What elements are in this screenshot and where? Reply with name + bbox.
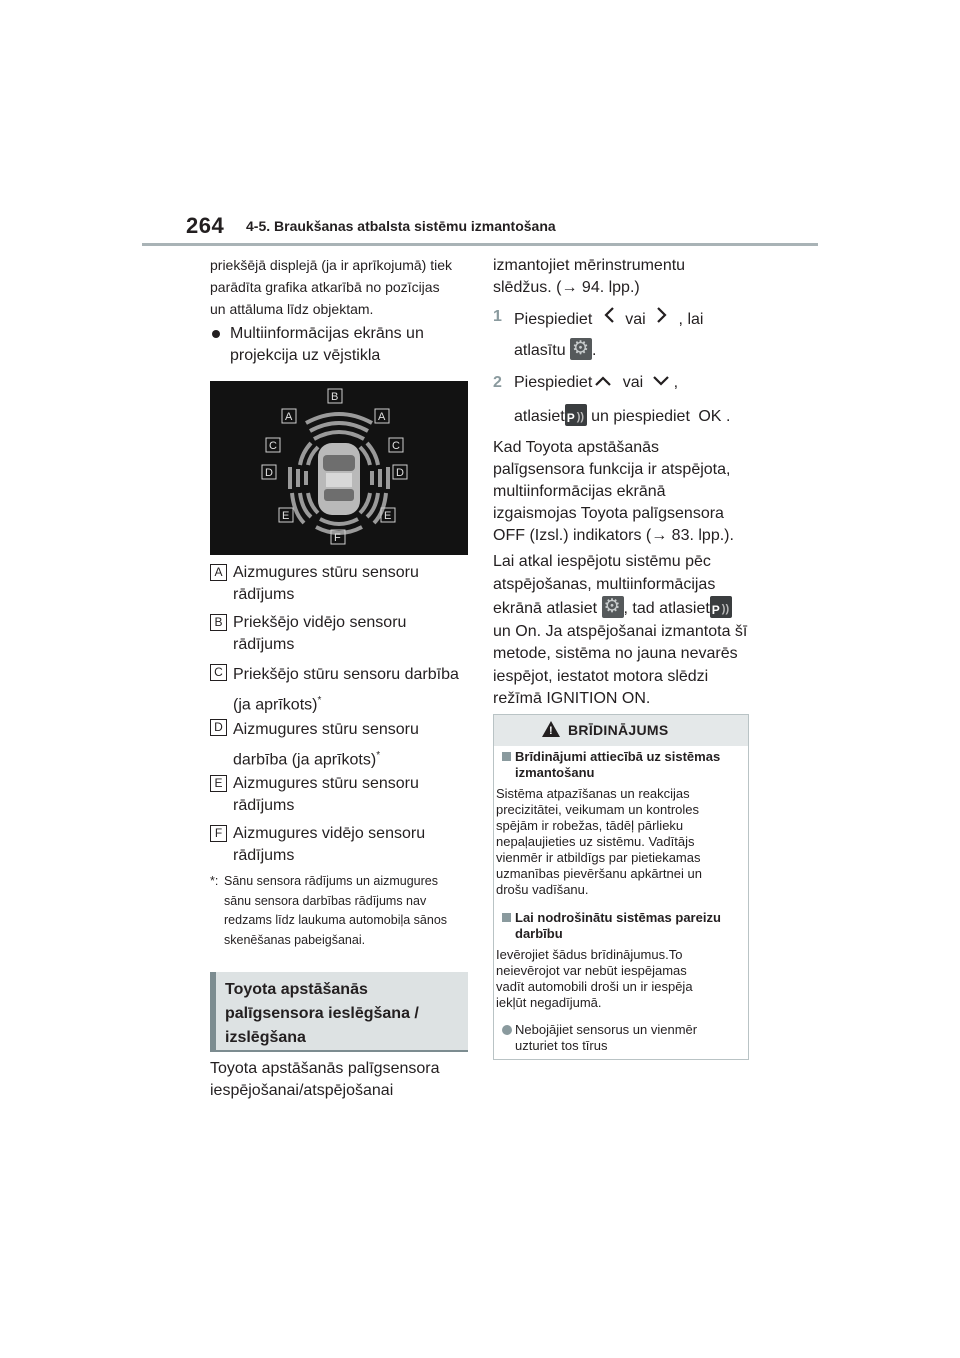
subheading-line: izslēgšana <box>225 1029 306 1046</box>
body-line: Toyota apstāšanās palīgsensora <box>210 1060 440 1077</box>
front-arc-1 <box>314 432 364 439</box>
label-c-left: C <box>269 440 277 452</box>
body-line: un On. Ja atspējošanai izmantota šī <box>493 622 748 640</box>
body-line: OFF (Izsl.) indikators (→ 83. lpp.). <box>493 527 734 544</box>
subheading-line: palīgsensora ieslēgšana / <box>225 1005 419 1022</box>
paragraph-reenable <box>493 551 751 711</box>
body-line: slēdžus. (→ 94. lpp.) <box>493 279 640 296</box>
section-subheading <box>210 972 468 1050</box>
body-line: , tad atlasiet <box>623 600 710 617</box>
warning-line: uzturiet tos tīrus <box>515 1038 608 1053</box>
subheading-rule <box>210 1050 468 1052</box>
chevron-down-icon <box>652 372 670 394</box>
body-line: Kad Toyota apstāšanās <box>493 439 660 456</box>
legend-badge: B <box>210 614 227 631</box>
step-1 <box>493 306 751 362</box>
body-line: izmantojiet mērinstrumentu <box>493 257 686 274</box>
legend-line: rādījums <box>233 636 295 653</box>
warning-heading-line: darbību <box>515 926 563 941</box>
footnote-star: * <box>317 695 322 706</box>
legend-line: Priekšējo stūru sensoru darbība <box>233 666 459 683</box>
body-line: iespējot, iestatot motora slēdzi <box>493 667 709 685</box>
footnote-line: sānu sensora darbības rādījums nav <box>224 893 427 908</box>
step-text: atlasiet <box>514 408 565 425</box>
warning-line: nepaļaujieties uz sistēmu. Vadītājs <box>496 834 695 849</box>
warning-paragraph-1 <box>496 786 736 898</box>
label-e-left: E <box>282 510 290 522</box>
bullet-line: Multiinformācijas ekrāns un <box>230 325 424 342</box>
warning-line: Nebojājiet sensorus un vienmēr <box>515 1022 698 1037</box>
body-line: ekrānā atlasiet <box>493 600 598 617</box>
legend-badge: D <box>210 719 227 736</box>
intro-line: parādīta grafika atkarībā no pozīcijas <box>210 279 440 295</box>
body-line: atspējošanas, multiinformācijas <box>493 575 716 593</box>
step-2 <box>493 372 751 428</box>
legend-badge: F <box>210 825 227 842</box>
footnote-line: redzams līdz laukuma automobiļa sānos <box>224 913 448 927</box>
intro-line: un attāluma līdz objektam. <box>210 301 374 317</box>
legend-badge: A <box>210 564 227 581</box>
step-text: . <box>592 342 597 359</box>
step-text: un piespiediet <box>591 408 690 425</box>
footnote-star: * <box>376 750 381 761</box>
label-a-left: A <box>285 411 293 423</box>
body-line: režīmā IGNITION ON. <box>493 690 651 707</box>
body-line: metode, sistēma no jauna nevarēs <box>493 645 738 662</box>
rear-arc-1 <box>320 519 358 524</box>
paragraph-disabled <box>493 437 751 547</box>
rear-right-arc-1 <box>360 493 370 513</box>
step-text: Piespiediet <box>514 374 593 391</box>
settings-gear-icon: ⚙ <box>570 338 592 360</box>
bullet-dot-icon <box>212 330 220 338</box>
step-text: vai <box>622 374 644 391</box>
sensor-diagram <box>210 381 468 555</box>
bullet-item <box>212 323 472 367</box>
front-right-arc-1 <box>360 447 370 465</box>
front-arc-2 <box>310 423 368 431</box>
label-d-right: D <box>396 467 404 479</box>
legend-line: darbība (ja aprīkots) <box>233 751 377 769</box>
legend-badge: C <box>210 664 227 681</box>
parking-assist-icon: P )) <box>710 596 732 618</box>
label-e-right: E <box>384 510 392 522</box>
legend-line: rādījums <box>233 797 295 814</box>
right-intro <box>493 255 751 299</box>
warning-line: spējām ir robežas, tādēļ pārlieku <box>496 818 684 833</box>
body-line: Lai atkal iespējotu sistēmu pēc <box>493 553 711 570</box>
warning-line: vadīt automobili droši un ir iespēja <box>496 979 693 994</box>
front-left-arc-1 <box>308 447 318 465</box>
body-line: multiinformācijas ekrānā <box>493 483 666 500</box>
step-text: Piespiediet <box>514 311 593 328</box>
legend-line: (ja aprīkots) <box>233 696 318 714</box>
page-number: 264 <box>186 213 225 238</box>
warning-line: precizitātei, veikumam un kontroles <box>496 802 700 817</box>
parking-assist-icon: P )) <box>565 404 587 426</box>
warning-line: vienmēr ir atbildīgs par pietiekamas <box>496 850 701 865</box>
legend-badge: E <box>210 775 227 792</box>
step-text: , <box>673 374 679 391</box>
footnote-line: skenēšanas pabeigšanai. <box>224 932 366 947</box>
header-rule <box>142 243 818 246</box>
body-line: iespējošanai/atspējošanai <box>210 1082 394 1099</box>
chevron-up-icon <box>594 372 612 394</box>
step-text: atlasītu <box>514 342 566 359</box>
car-icon <box>318 443 360 515</box>
footnote-line: Sānu sensora rādījums un aizmugures <box>224 874 439 888</box>
chevron-left-icon <box>603 306 615 331</box>
body-line: palīgsensora funkcija ir atspējota, <box>493 461 731 478</box>
subheading-bar <box>210 972 216 1050</box>
exclamation-icon: ! <box>549 725 553 737</box>
settings-gear-icon: ⚙ <box>602 596 624 618</box>
section-title: 4-5. Braukšanas atbalsta sistēmu izmantošana <box>246 218 556 234</box>
warning-line: drošu vadīšanu. <box>496 882 589 897</box>
legend-line: Aizmugures stūru sensoru <box>233 721 419 738</box>
chevron-right-icon <box>656 306 668 331</box>
warning-line: iekļūt negadījumā. <box>496 995 602 1010</box>
footnote-mark: *: <box>210 874 219 888</box>
round-bullet-icon <box>502 1025 512 1035</box>
warning-line: Sistēma atpazīšanas un reakcijas <box>496 786 690 801</box>
parking-sensor-figure <box>210 381 468 555</box>
rear-left-arc-1 <box>308 493 318 513</box>
intro-line: priekšējā displejā (ja ir aprīkojumā) tiek <box>210 257 452 273</box>
subhead-body <box>210 1058 472 1102</box>
legend-line: rādījums <box>233 586 295 603</box>
legend-line: rādījums <box>233 847 295 864</box>
body-line: izgaismojas Toyota palīgsensora <box>493 505 724 522</box>
warning-heading-line: Lai nodrošinātu sistēmas pareizu <box>515 910 721 925</box>
label-a-right: A <box>378 411 386 423</box>
step-text: . <box>725 408 731 425</box>
warning-line: neievērojot var nebūt iespējamas <box>496 963 687 978</box>
legend-line: Aizmugures vidējo sensoru <box>233 825 426 842</box>
step-text: vai <box>625 311 646 328</box>
subheading-line: Toyota apstāšanās <box>225 981 368 998</box>
ok-button-glyph: OK <box>698 408 722 425</box>
warning-heading-line: Brīdinājumi attiecībā uz sistēmas <box>515 749 721 764</box>
step-number: 1 <box>493 308 502 325</box>
warning-heading-line: izmantošanu <box>515 765 595 780</box>
label-b: B <box>331 391 339 403</box>
bullet-line: projekcija uz vējstikla <box>230 347 381 364</box>
step-number: 2 <box>493 374 502 391</box>
label-c-right: C <box>392 440 400 452</box>
warning-paragraph-2 <box>496 947 736 1011</box>
warning-line: Ievērojiet šādus brīdinājumus.To <box>496 947 683 962</box>
square-bullet-icon <box>502 913 511 922</box>
label-f: F <box>334 532 341 544</box>
square-bullet-icon <box>502 752 511 761</box>
warning-header <box>494 715 748 746</box>
legend-line: Aizmugures stūru sensoru <box>233 775 419 792</box>
legend-line: Priekšējo vidējo sensoru <box>233 614 407 631</box>
step-text: , lai <box>678 311 704 328</box>
warning-title: BRĪDINĀJUMS <box>568 722 669 738</box>
legend-line: Aizmugures stūru sensoru <box>233 564 419 581</box>
intro-text <box>210 254 470 320</box>
label-d-left: D <box>265 467 273 479</box>
warning-line: uzmanības pievēršanu apkārtnei un <box>496 866 702 881</box>
